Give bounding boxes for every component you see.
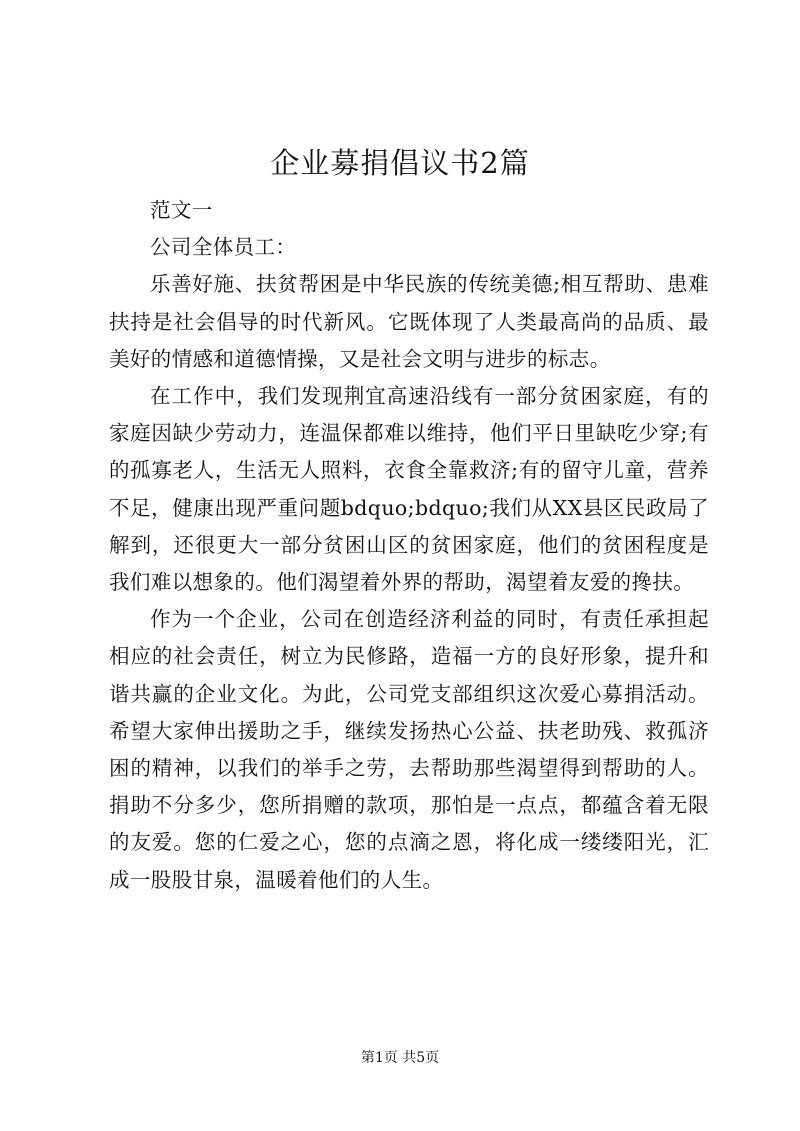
body-paragraph: 在工作中，我们发现荆宜高速沿线有一部分贫困家庭，有的家庭因缺少劳动力，连温保都难以维持，他们平日里缺吃少穿;有的孤寡老人，生活无人照料，衣食全靠救济;有的留守儿童，营养不足，健康出现严重问题bdquo;bdquo;我们从XX县区民政局了解到，还很更大一部分贫困山区的贫困家庭，他们的贫困程度是我们难以想象的。他们渴望着外界的帮助，渴望着友爱的搀扶。	[109, 384, 709, 595]
page-footer: 第1页 共5页	[360, 1050, 440, 1066]
document-title: 企业募捐倡议书2篇	[270, 146, 530, 180]
section-label: 范文一	[150, 198, 213, 222]
salutation: 公司全体员工：	[150, 235, 297, 260]
document-body	[109, 192, 709, 899]
body-paragraph: 作为一个企业，公司在创造经济利益的同时，有责任承担起相应的社会责任，树立为民修路，造福一方的良好形象，提升和谐共赢的企业文化。为此，公司党支部组织这次爱心募捐活动。希望大家伸出援助之手，继续发扬热心公益、扶老助残、救孤济困的精神，以我们的举手之劳，去帮助那些渴望得到帮助的人。捐助不分多少，您所捐赠的款项，那怕是一点点，都蕴含着无限的友爱。您的仁爱之心，您的点滴之恩，将化成一缕缕阳光，汇成一股股甘泉，温暖着他们的人生。	[109, 607, 709, 892]
body-paragraph: 乐善好施、扶贫帮困是中华民族的传统美德;相互帮助、患难扶持是社会倡导的时代新风。它既体现了人类最高尚的品质、最美好的情感和道德情操，又是社会文明与进步的标志。	[109, 272, 709, 371]
